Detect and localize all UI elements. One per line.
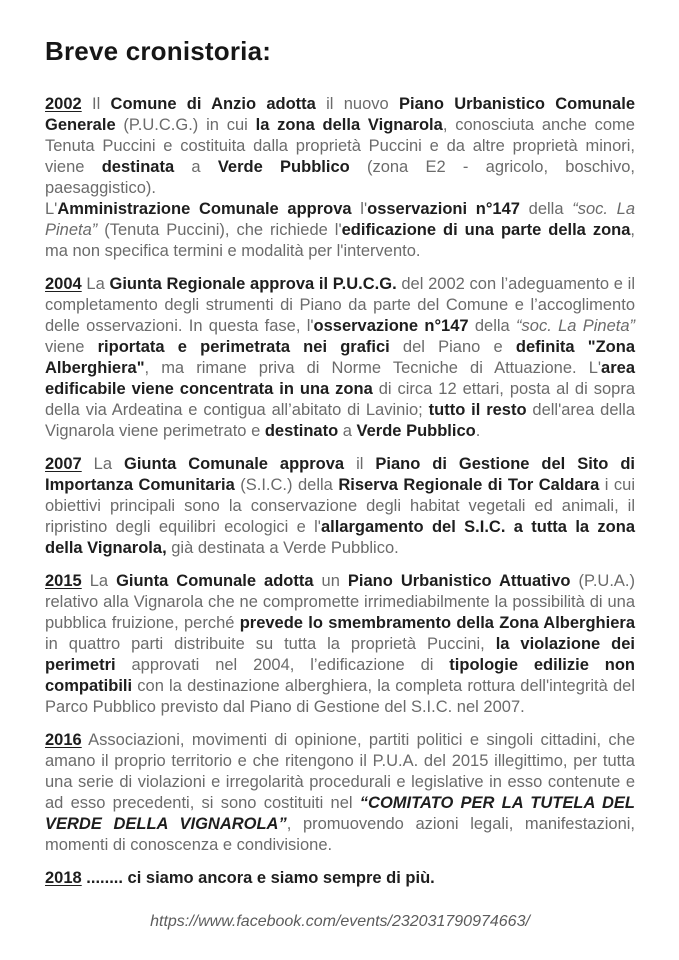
timeline bbox=[45, 94, 635, 889]
text-segment: “soc. La Pineta” bbox=[516, 317, 636, 335]
year-2018: 2018 bbox=[45, 869, 82, 887]
text-segment: destinata bbox=[101, 158, 175, 176]
text-segment: la violazione dei perimetri bbox=[45, 635, 635, 674]
text-segment: di circa 12 ettari, posta al di sopra della via Ardeatina e contigua all’abitato di Lavinio; bbox=[45, 380, 636, 419]
text-segment: già destinata a Verde Pubblico. bbox=[166, 539, 399, 557]
timeline-entry-2018 bbox=[45, 868, 635, 889]
text-segment: “COMITATO PER LA TUTELA DEL VERDE DELLA VIGNAROLA” bbox=[45, 794, 635, 833]
text-segment: il bbox=[344, 455, 376, 473]
text-segment: ........ ci siamo ancora e siamo sempre di più. bbox=[81, 869, 435, 887]
text-segment: , ma non specifica termini e modalità per l'intervento. bbox=[45, 221, 635, 260]
text-segment: Verde Pubblico bbox=[217, 158, 350, 176]
text-segment: definita "Zona Alberghiera" bbox=[45, 338, 636, 377]
text-segment: La bbox=[81, 572, 117, 590]
year-2007: 2007 bbox=[45, 455, 82, 473]
text-segment: Piano Urbanistico Attuativo bbox=[347, 572, 571, 590]
text-segment: (P.U.C.G.) in cui bbox=[115, 116, 256, 134]
year-2016: 2016 bbox=[45, 731, 82, 749]
text-segment: , promuovendo azioni legali, manifestazioni, momenti di conoscenza e condivisione. bbox=[45, 815, 635, 854]
text-segment: l' bbox=[351, 200, 368, 218]
text-segment: Il bbox=[81, 95, 111, 113]
text-segment: Piano di Gestione del Sito di Importanza Comunitaria bbox=[45, 455, 635, 494]
text-segment: Amministrazione Comunale approva bbox=[57, 200, 352, 218]
text-segment: La bbox=[81, 455, 124, 473]
text-segment: L' bbox=[45, 200, 58, 218]
text-segment: riportata e perimetrata nei grafici bbox=[97, 338, 390, 356]
text-segment: . bbox=[475, 422, 481, 440]
text-segment: Associazioni, movimenti di opinione, partiti politici e singoli cittadini, che amano il proprio territorio e che ritengono il P.U.A. del 2015 illegittimo, per tutta una serie di violazioni e irregolarità procedurali e legislative in esso contenute e ad esso precedenti, si sono costituiti nel bbox=[45, 731, 635, 812]
text-segment: del Piano e bbox=[389, 338, 516, 356]
text-segment: Giunta Comunale adotta bbox=[116, 572, 314, 590]
timeline-entry-2002 bbox=[45, 94, 635, 262]
text-segment: , ma rimane priva di Norme Tecniche di Attuazione. L' bbox=[144, 359, 602, 377]
timeline-entry-2004 bbox=[45, 274, 635, 442]
text-segment: , conosciuta anche come Tenuta Puccini e costituita dalla proprietà Puccini e da altre proprietà minori, viene bbox=[45, 116, 635, 176]
text-segment: a bbox=[174, 158, 218, 176]
text-segment: (S.I.C.) della bbox=[234, 476, 339, 494]
text-segment: della bbox=[468, 317, 517, 335]
text-segment: Giunta Comunale approva bbox=[124, 455, 345, 473]
text-segment: Verde Pubblico bbox=[356, 422, 476, 440]
text-segment: prevede lo smembramento della Zona Alberghiera bbox=[239, 614, 635, 632]
text-segment: allargamento del S.I.C. a tutta la zona della Vignarola, bbox=[45, 518, 635, 557]
text-segment: (Tenuta Puccini), che richiede l' bbox=[97, 221, 342, 239]
text-segment: viene bbox=[45, 338, 98, 356]
text-segment: del 2002 con l’adeguamento e il completamento degli strumenti di Piano da parte del Comune e l’accoglimento delle osservazioni. In questa fase, l' bbox=[45, 275, 636, 335]
text-segment: osservazioni n°147 bbox=[367, 200, 520, 218]
text-segment: il nuovo bbox=[315, 95, 399, 113]
text-segment: “soc. La Pineta” bbox=[45, 200, 636, 239]
text-segment: Comune di Anzio adotta bbox=[110, 95, 316, 113]
text-segment: tutto il resto bbox=[428, 401, 527, 419]
text-segment: in quattro parti distribuite su tutta la proprietà Puccini, bbox=[45, 635, 496, 653]
text-segment: un bbox=[313, 572, 348, 590]
timeline-entry-2015 bbox=[45, 571, 635, 718]
text-segment: dell'area della Vignarola viene perimetrato e bbox=[45, 401, 636, 440]
text-segment: Riserva Regionale di Tor Caldara bbox=[338, 476, 600, 494]
text-segment: con la destinazione alberghiera, la completa rottura dell'integrità del Parco Pubblico previsto dal Piano di Gestione del S.I.C. nel 2007. bbox=[45, 677, 635, 716]
year-2002: 2002 bbox=[45, 95, 82, 113]
text-segment: tipologie edilizie non compatibili bbox=[45, 656, 635, 695]
text-segment: Giunta Regionale approva il P.U.C.G. bbox=[109, 275, 397, 293]
text-segment: destinato bbox=[264, 422, 339, 440]
text-segment: approvati nel 2004, l’edificazione di bbox=[115, 656, 450, 674]
timeline-entry-2007 bbox=[45, 454, 635, 559]
footer-url: https://www.facebook.com/events/232031790974663/ bbox=[150, 913, 530, 930]
timeline-entry-2016 bbox=[45, 730, 635, 856]
text-segment: area edificabile viene concentrata in una zona bbox=[45, 359, 635, 398]
text-segment: della bbox=[519, 200, 573, 218]
text-segment: (zona E2 - agricolo, boschivo, paesaggistico). bbox=[45, 158, 635, 197]
text-segment: la zona della Vignarola bbox=[255, 116, 443, 134]
text-segment: a bbox=[338, 422, 357, 440]
text-segment: La bbox=[81, 275, 110, 293]
text-segment: edificazione di una parte della zona bbox=[341, 221, 631, 239]
text-segment: osservazione n°147 bbox=[313, 317, 469, 335]
text-segment: i cui obiettivi principali sono la conservazione degli habitat vegetali ed animali, il ripristino degli equilibri ecologici e l' bbox=[45, 476, 635, 536]
text-segment: Piano Urbanistico Comunale Generale bbox=[45, 95, 635, 134]
text-segment: (P.U.A.) relativo alla Vignarola che ne compromette irrimediabilmente la possibilità di una pubblica fruizione, perché bbox=[45, 572, 635, 632]
year-2004: 2004 bbox=[45, 275, 82, 293]
page-title: Breve cronistoria: bbox=[45, 36, 272, 66]
year-2015: 2015 bbox=[45, 572, 82, 590]
